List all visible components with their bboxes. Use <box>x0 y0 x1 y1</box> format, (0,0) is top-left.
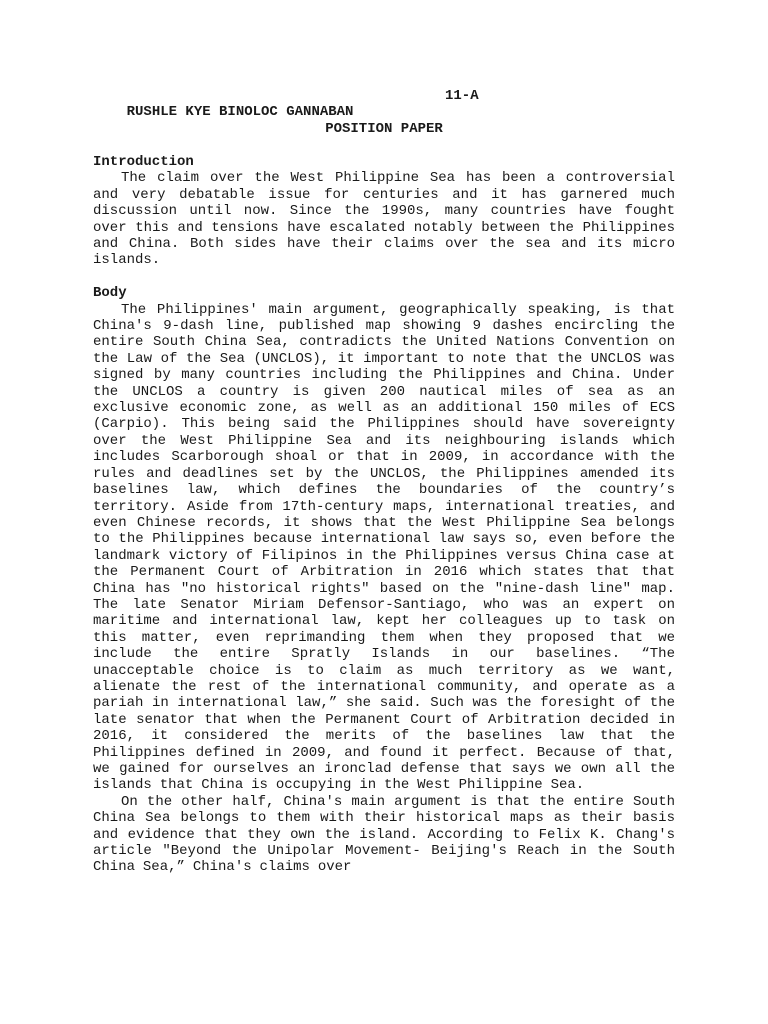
introduction-heading: Introduction <box>93 154 194 170</box>
section-label: 11-A <box>445 88 479 104</box>
author-name: RUSHLE KYE BINOLOC GANNABAN <box>126 104 354 120</box>
body-paragraph-1: The Philippines' main argument, geographically speaking, is that China's 9-dash line, published map showing 9 dashes encircling the entire South China Sea, contradicts the United Nations Convention on the Law of the Sea (UNCLOS), it important to note that the UNCLOS was signed by many countries including the Philippines and China. Under the UNCLOS a country is given 200 nautical miles of sea as an exclusive economic zone, as well as an additional 150 miles of ECS (Carpio). This being said the Philippines should have sovereignty over the West Philippine Sea and its neighbouring islands which includes Scarborough shoal or that in 2009, in accordance with the rules and deadlines set by the UNCLOS, the Philippines amended its baselines law, which defines the boundaries of the country’s territory. Aside from 17th-century maps, international treaties, and even Chinese records, it shows that the West Philippine Sea belongs to the Philippines because international law says so, even before the landmark victory of Filipinos in the Philippines versus China case at the Permanent Court of Arbitration in 2016 which states that that China has "no historical rights" based on the "nine-dash line" map. The late Senator Miriam Defensor-Santiago, who was an expert on maritime and international law, kept her colleagues up to task on this matter, even reprimanding them when they proposed that we include the entire Spratly Islands in our baselines. “The unacceptable choice is to claim as much territory as we want, alienate the rest of the international community, and operate as a pariah in international law,” she said. Such was the foresight of the late senator that when the Permanent Court of Arbitration decided in 2016, it considered the merits of the baselines law that the Philippines defined in 2009, and found it perfect. Because of that, we gained for ourselves an ironclad defense that says we own all the islands that China is occupying in the West Philippine Sea. <box>93 301 675 794</box>
document-page <box>93 88 675 876</box>
body-paragraph-2: On the other half, China's main argument is that the entire South China Sea belongs to them with their historical maps as their basis and evidence that they own the island. According to Felix K. Chang's article "Beyond the Unipolar Movement- Beijing's Reach in the South China Sea,” China's claims over <box>93 793 675 876</box>
introduction-paragraph: The claim over the West Philippine Sea has been a controversial and very debatable issue for centuries and it has garnered much discussion until now. Since the 1990s, many countries have fought over this and tensions have escalated notably between the Philippines and China. Both sides have their claims over the sea and its micro islands. <box>93 170 675 269</box>
body-heading: Body <box>93 285 127 302</box>
document-header <box>93 88 675 120</box>
document-title: POSITION PAPER <box>325 121 443 137</box>
